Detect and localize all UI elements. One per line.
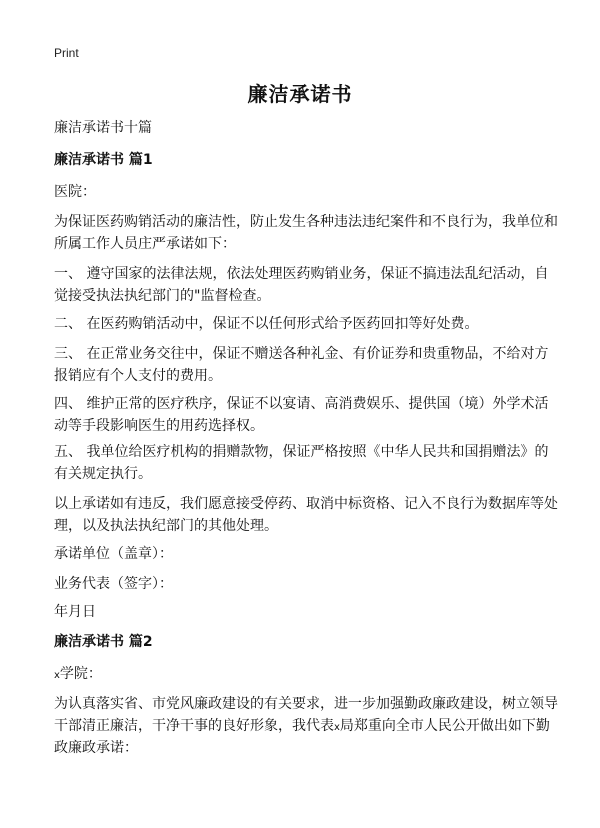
section1-sign-rep: 业务代表（签字）：	[54, 576, 173, 592]
section2-salutation-x: x	[54, 670, 60, 681]
section1-date: 年月日	[54, 604, 96, 620]
section1-closing-line1: 以上承诺如有违反，我们愿意接受停药、取消中标资格、记入不良行为数据库等处	[54, 496, 558, 512]
section1-intro-line1: 为保证医药购销活动的廉洁性，防止发生各种违法违纪案件和不良行为，我单位和	[54, 214, 558, 230]
section1-item4-line1: 四、 维护正常的医疗秩序，保证不以宴请、高消费娱乐、提供国（境）外学术活	[54, 396, 549, 412]
section2-salutation	[54, 662, 554, 688]
section1-item4-line2: 动等手段影响医生的用药选择权。	[54, 418, 264, 434]
section2-intro-line3: 政廉政承诺：	[54, 740, 138, 756]
section1-item1-line2: 觉接受执法执纪部门的"监督检查。	[54, 288, 271, 304]
section1-item1-line1: 一、 遵守国家的法律法规，依法处理医药购销业务，保证不搞违法乱纪活动，自	[54, 266, 549, 282]
section1-item5-line1: 五、 我单位给医疗机构的捐赠款物，保证严格按照《中华人民共和国捐赠法》的	[54, 444, 549, 460]
section1-item5-line2: 有关规定执行。	[54, 466, 152, 482]
document-title: 廉洁承诺书	[247, 82, 353, 106]
section2-salutation-rest: 学院：	[59, 666, 102, 682]
section1-item3-line2: 报销应有个人支付的费用。	[54, 368, 222, 384]
section2-intro-line2-x: x	[334, 722, 340, 733]
section2-intro-line1: 为认真落实省、市党风廉政建设的有关要求，进一步加强勤政廉政建设，树立领导	[54, 696, 558, 712]
print-label: Print	[54, 46, 79, 60]
section1-salutation: 医院：	[54, 184, 96, 200]
section1-closing-line2: 理，以及执法执纪部门的其他处理。	[54, 518, 278, 534]
document-subtitle: 廉洁承诺书十篇	[54, 120, 152, 136]
section1-intro-line2: 所属工作人员庄严承诺如下：	[54, 236, 236, 252]
section1-item3-line1: 三、 在正常业务交往中，保证不赠送各种礼金、有价证券和贵重物品，不给对方	[54, 346, 549, 362]
section1-sign-unit: 承诺单位（盖章）：	[54, 546, 173, 562]
section1-item2-line1: 二、 在医药购销活动中，保证不以任何形式给予医药回扣等好处费。	[54, 316, 479, 332]
section2-intro-line2-a: 干部清正廉洁，干净干事的良好形象，我代表	[54, 718, 334, 734]
section2-intro-line2-b: 局郑重向全市人民公开做出如下勤	[339, 718, 550, 734]
section2-heading: 廉洁承诺书 篇2	[54, 634, 153, 650]
section1-heading: 廉洁承诺书 篇1	[54, 152, 153, 168]
